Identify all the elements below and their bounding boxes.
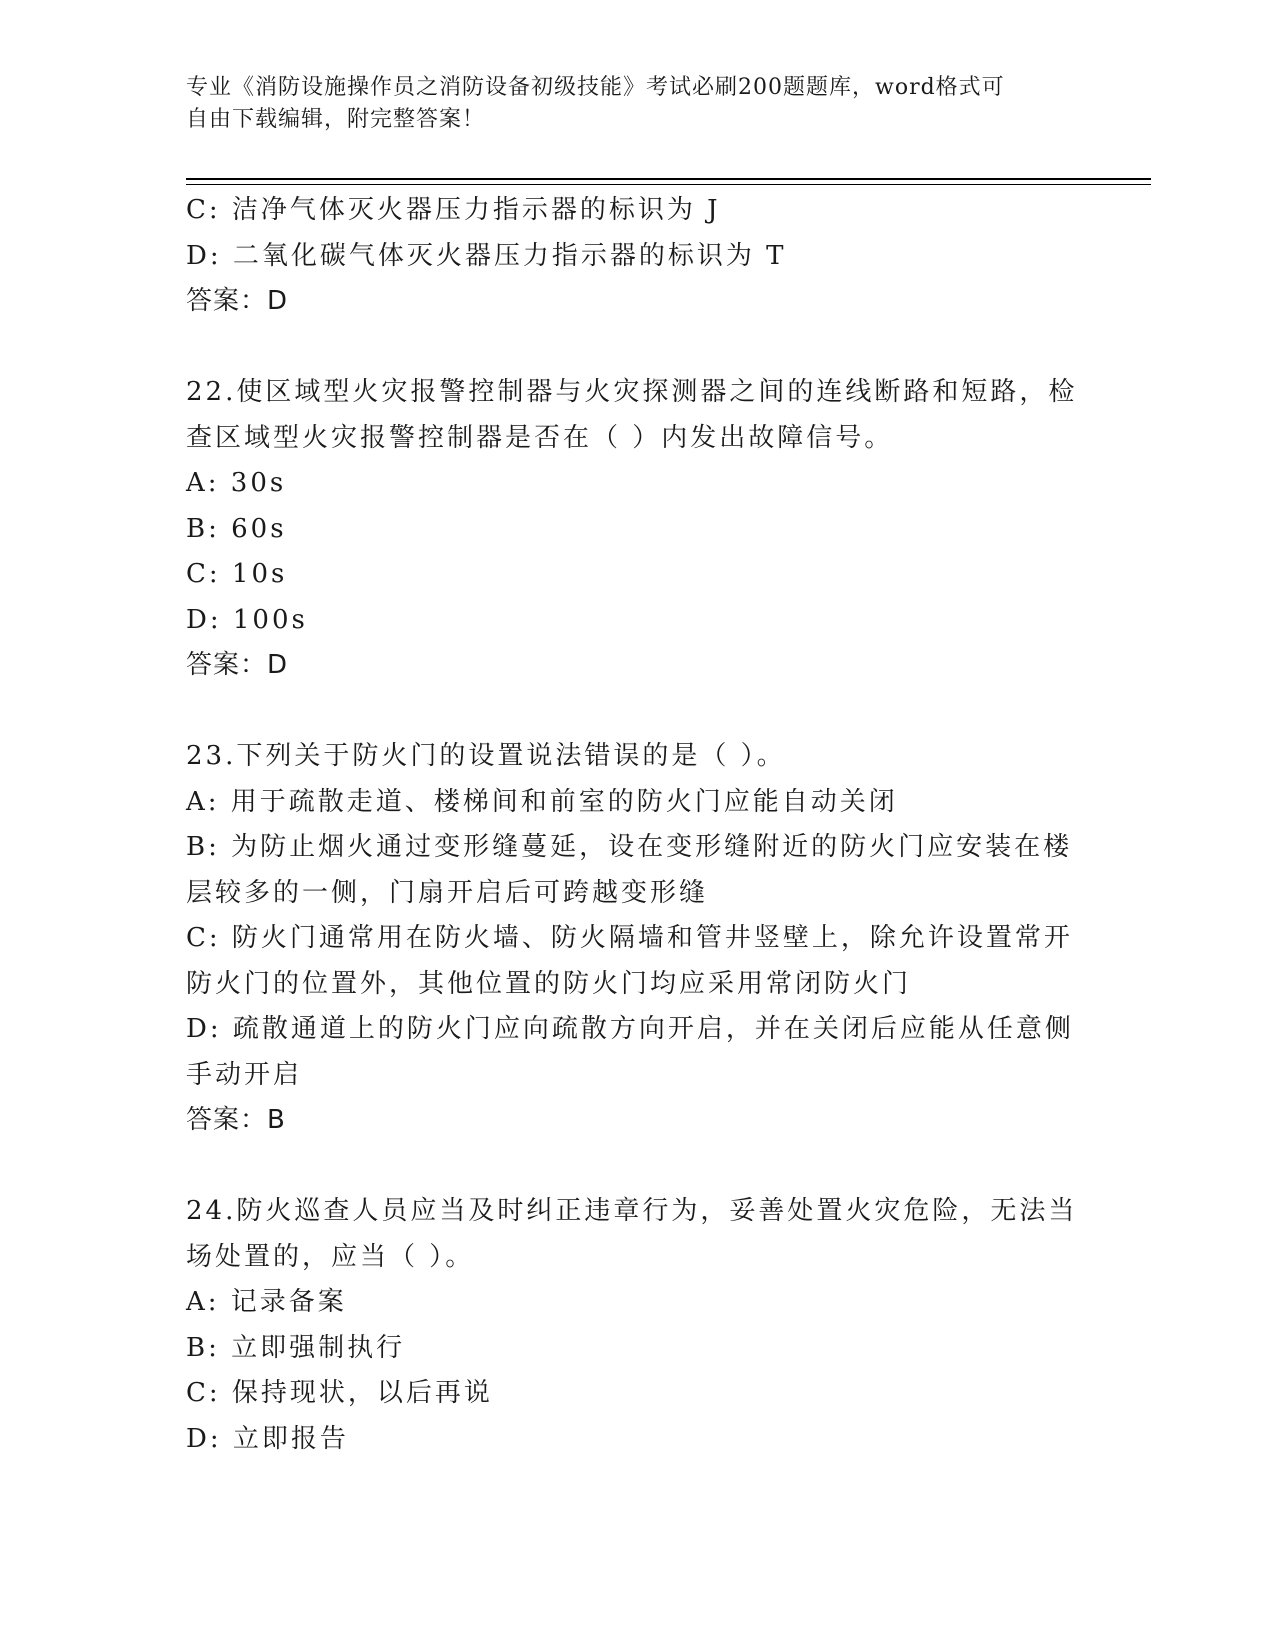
q24-stem-line-2: 场处置的，应当（ ）。 bbox=[186, 1241, 475, 1272]
q23-option-b-line-1: B: 为防止烟火通过变形缝蔓延，设在变形缝附近的防火门应安装在楼 bbox=[186, 832, 1073, 862]
page-header bbox=[186, 72, 1086, 136]
question-24 bbox=[186, 1189, 1086, 1462]
q23-option-c-line-2: 防火门的位置外，其他位置的防火门均应采用常闭防火门 bbox=[186, 968, 912, 999]
q24-stem-line-1: 24.防火巡查人员应当及时纠正违章行为，妥善处置火灾危险，无法当 bbox=[186, 1196, 1078, 1226]
q21-answer: 答案：D bbox=[186, 286, 289, 316]
header-line-1: 专业《消防设施操作员之消防设备初级技能》考试必刷200题题库，word格式可 bbox=[186, 75, 1005, 100]
q22-stem-line-1: 22.使区域型火灾报警控制器与火灾探测器之间的连线断路和短路，检 bbox=[186, 377, 1078, 407]
spacer bbox=[186, 689, 1086, 735]
q21-option-c: C: 洁净气体灭火器压力指示器的标识为 J bbox=[186, 195, 721, 225]
question-23 bbox=[186, 734, 1086, 1144]
q24-option-b: B: 立即强制执行 bbox=[186, 1332, 406, 1363]
q23-option-d-line-2: 手动开启 bbox=[186, 1059, 303, 1090]
q22-option-c: C: 10s bbox=[186, 559, 288, 589]
q22-option-a: A: 30s bbox=[186, 468, 287, 498]
question-21-tail bbox=[186, 188, 1086, 325]
q24-option-d: D: 立即报告 bbox=[186, 1423, 349, 1454]
q22-option-d: D: 100s bbox=[186, 604, 308, 635]
q23-option-d-line-1: D: 疏散通道上的防火门应向疏散方向开启，并在关闭后应能从任意侧 bbox=[186, 1014, 1074, 1044]
q24-option-c: C: 保持现状，以后再说 bbox=[186, 1378, 493, 1408]
q23-option-b-line-2: 层较多的一侧，门扇开启后可跨越变形缝 bbox=[186, 877, 709, 908]
q22-stem-line-2: 查区域型火灾报警控制器是否在（ ）内发出故障信号。 bbox=[186, 422, 894, 453]
spacer bbox=[186, 1144, 1086, 1190]
question-list bbox=[186, 188, 1086, 1462]
question-22 bbox=[186, 370, 1086, 689]
q23-stem: 23.下列关于防火门的设置说法错误的是（ ）。 bbox=[186, 741, 786, 771]
q23-answer: 答案：B bbox=[186, 1105, 286, 1135]
q22-option-b: B: 60s bbox=[186, 513, 287, 544]
q23-option-c-line-1: C: 防火门通常用在防火墙、防火隔墙和管井竖壁上，除允许设置常开 bbox=[186, 923, 1073, 953]
q22-answer: 答案：D bbox=[186, 650, 289, 680]
header-line-2: 自由下载编辑，附完整答案！ bbox=[186, 107, 486, 132]
header-divider-thin bbox=[186, 184, 1151, 185]
q23-option-a: A: 用于疏散走道、楼梯间和前室的防火门应能自动关闭 bbox=[186, 786, 898, 817]
header-divider-thick bbox=[186, 178, 1151, 180]
q21-option-d: D: 二氧化碳气体灭火器压力指示器的标识为 T bbox=[186, 240, 787, 271]
spacer bbox=[186, 325, 1086, 371]
q24-option-a: A: 记录备案 bbox=[186, 1287, 347, 1317]
